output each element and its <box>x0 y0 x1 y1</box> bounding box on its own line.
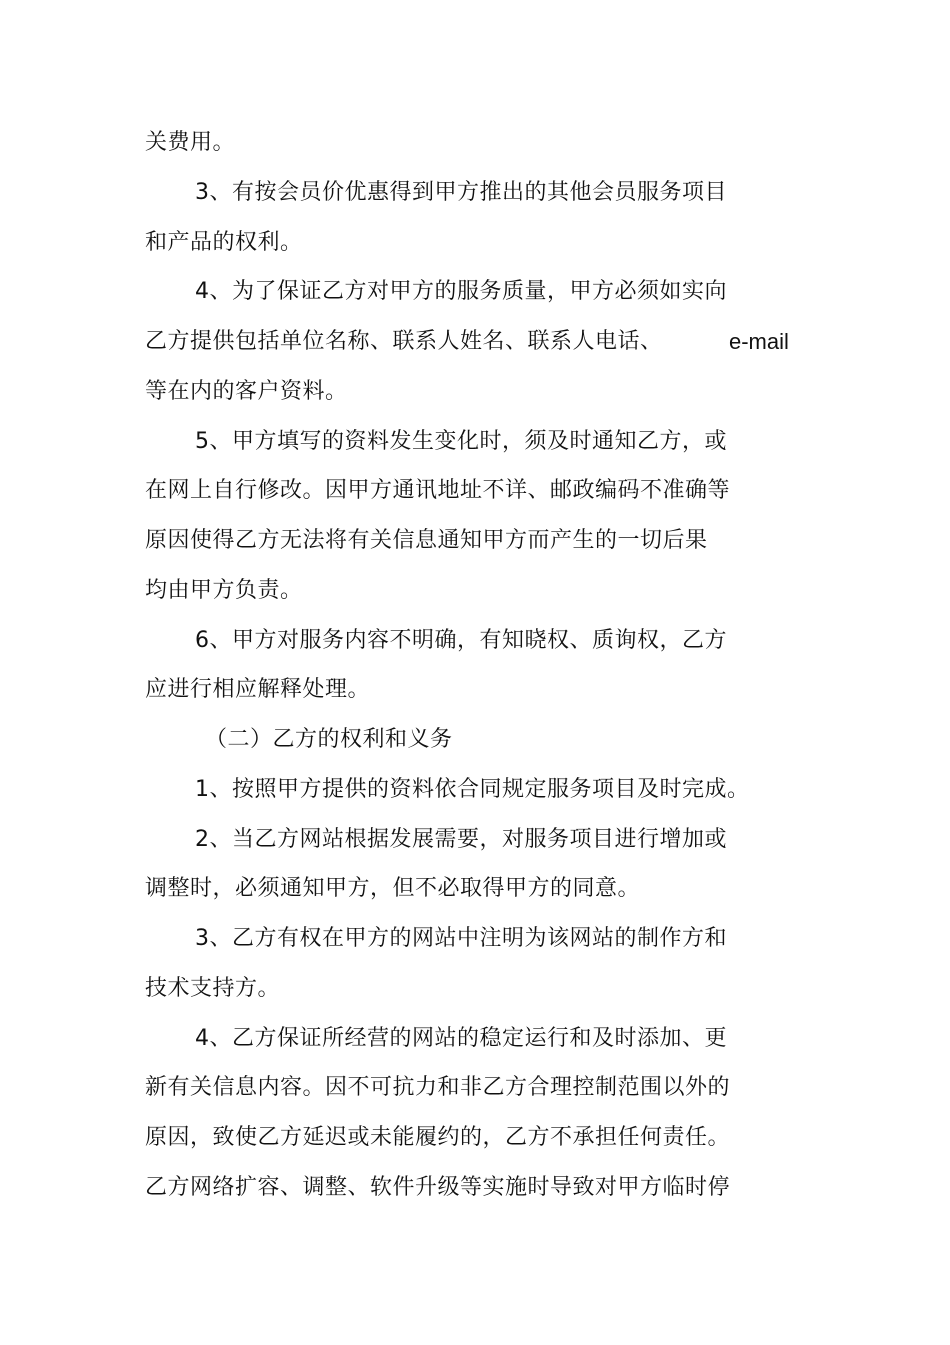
text-line: 6、甲方对服务内容不明确，有知晓权、质询权，乙方 <box>195 628 727 653</box>
text-line: 乙方提供包括单位名称、联系人姓名、联系人电话、 <box>145 329 663 354</box>
text-line: 调整时，必须通知甲方，但不必取得甲方的同意。 <box>145 876 641 901</box>
text-line: 在网上自行修改。因甲方通讯地址不详、邮政编码不准确等 <box>145 478 731 503</box>
text-line: 均由甲方负责。 <box>145 578 303 603</box>
text-line: 3、有按会员价优惠得到甲方推出的其他会员服务项目 <box>195 180 727 205</box>
text-line: 和产品的权利。 <box>145 230 303 255</box>
text-line: 技术支持方。 <box>145 976 281 1001</box>
text-line: 原因使得乙方无法将有关信息通知甲方而产生的一切后果 <box>145 528 708 553</box>
text-line: 原因，致使乙方延迟或未能履约的，乙方不承担任何责任。 <box>145 1125 731 1150</box>
text-line: 新有关信息内容。因不可抗力和非乙方合理控制范围以外的 <box>145 1075 731 1100</box>
text-line: 4、乙方保证所经营的网站的稳定运行和及时添加、更 <box>195 1026 727 1051</box>
text-line: 应进行相应解释处理。 <box>145 677 371 702</box>
text-line: 乙方网络扩容、调整、软件升级等实施时导致对甲方临时停 <box>145 1175 731 1200</box>
text-line: 2、当乙方网站根据发展需要，对服务项目进行增加或 <box>195 827 727 852</box>
text-line: 5、甲方填写的资料发生变化时，须及时通知乙方，或 <box>195 429 727 454</box>
text-line: 关费用。 <box>145 130 236 155</box>
text-line: 1、按照甲方提供的资料依合同规定服务项目及时完成。 <box>195 777 750 802</box>
text-line: 4、为了保证乙方对甲方的服务质量，甲方必须如实向 <box>195 279 727 304</box>
email-word: e-mail <box>729 329 789 354</box>
text-line: 等在内的客户资料。 <box>145 379 348 404</box>
section-heading: （二）乙方的权利和义务 <box>205 727 453 752</box>
text-line: 3、乙方有权在甲方的网站中注明为该网站的制作方和 <box>195 926 727 951</box>
